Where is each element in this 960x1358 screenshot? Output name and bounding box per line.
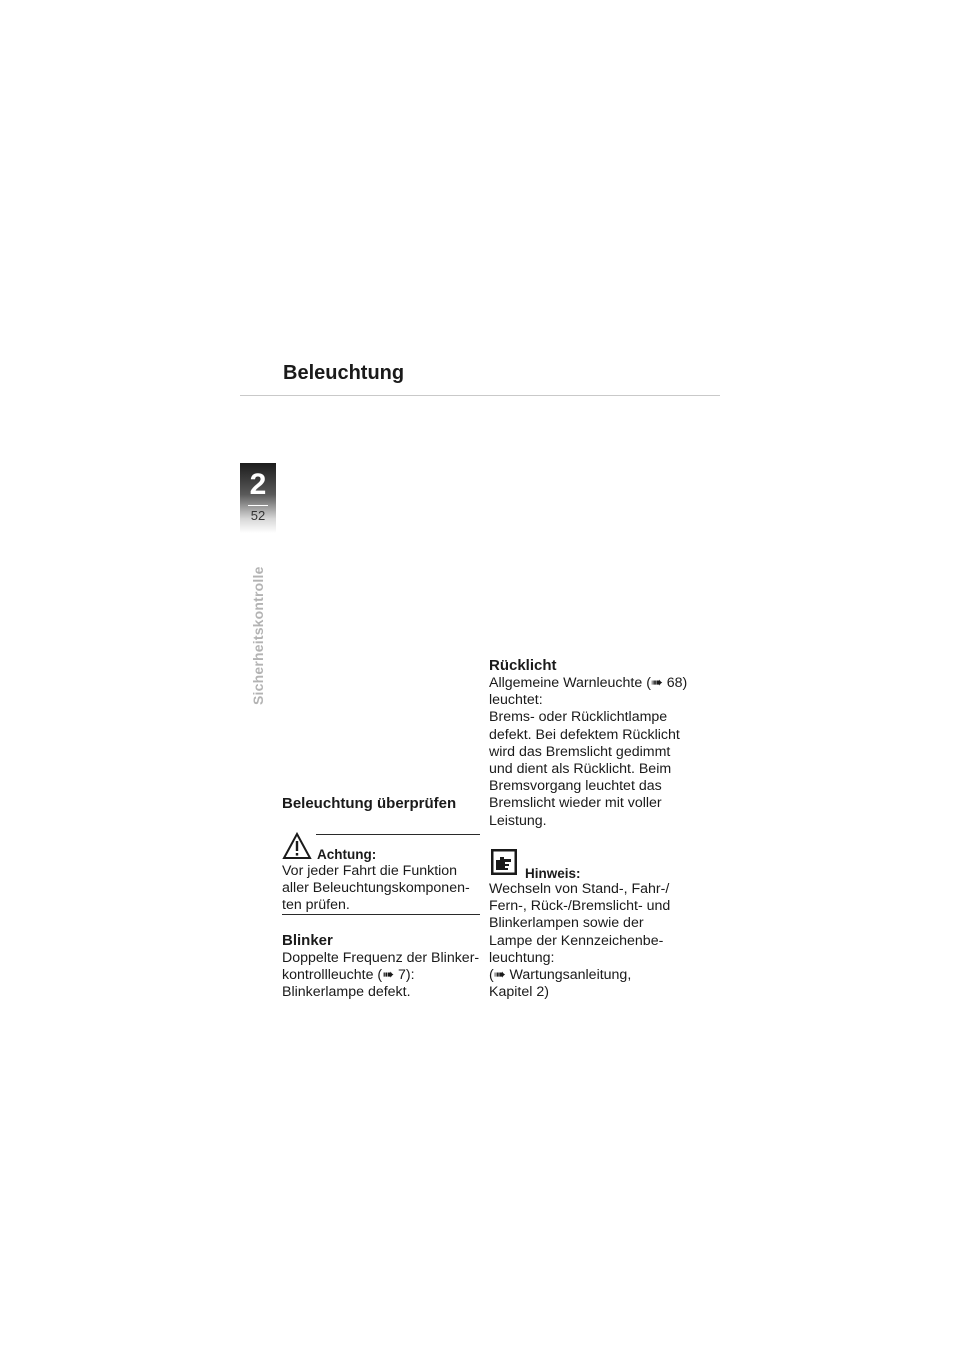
blinker-text: Doppelte Frequenz der Blinker- kontrollleuchte (➠ 7): Blinkerlampe defekt. <box>282 950 480 1001</box>
section-heading: Beleuchtung überprüfen <box>282 795 457 812</box>
page-number: 52 <box>250 508 266 523</box>
warning-top-rule <box>316 834 480 835</box>
ruecklicht-text: Allgemeine Warnleuchte (➠ 68) leuchtet: Brems- oder Rücklichtlampe defekt. Bei defektem Rücklicht wird das Bremslicht gedimmt und dient als Rücklicht. Beim Bremsvorgang leuchtet das Bremslicht wieder mit voller Leistung. <box>489 675 688 829</box>
chapter-label: Sicherheitskontrolle <box>250 566 266 705</box>
page-title: Beleuchtung <box>283 362 405 384</box>
chapter-tab-divider <box>248 505 268 506</box>
hint-label: Hinweis: <box>525 866 581 881</box>
hint-hand-icon <box>490 848 518 876</box>
chapter-number: 2 <box>249 468 267 501</box>
ruecklicht-heading: Rücklicht <box>489 657 557 674</box>
title-divider <box>240 395 720 396</box>
hint-text: Wechseln von Stand-, Fahr-/ Fern-, Rück-/Bremslicht- und Blinkerlampen sowie der Lampe der Kennzeichenbe- leuchtung: (➠ Wartungsanleitung, Kapitel 2) <box>489 881 671 1001</box>
warning-triangle-icon <box>282 832 312 860</box>
blinker-heading: Blinker <box>282 932 333 949</box>
warning-label: Achtung: <box>317 847 377 862</box>
warning-text: Vor jeder Fahrt die Funktion aller Beleuchtungskomponen- ten prüfen. <box>282 863 470 914</box>
warning-bottom-rule <box>282 914 480 915</box>
